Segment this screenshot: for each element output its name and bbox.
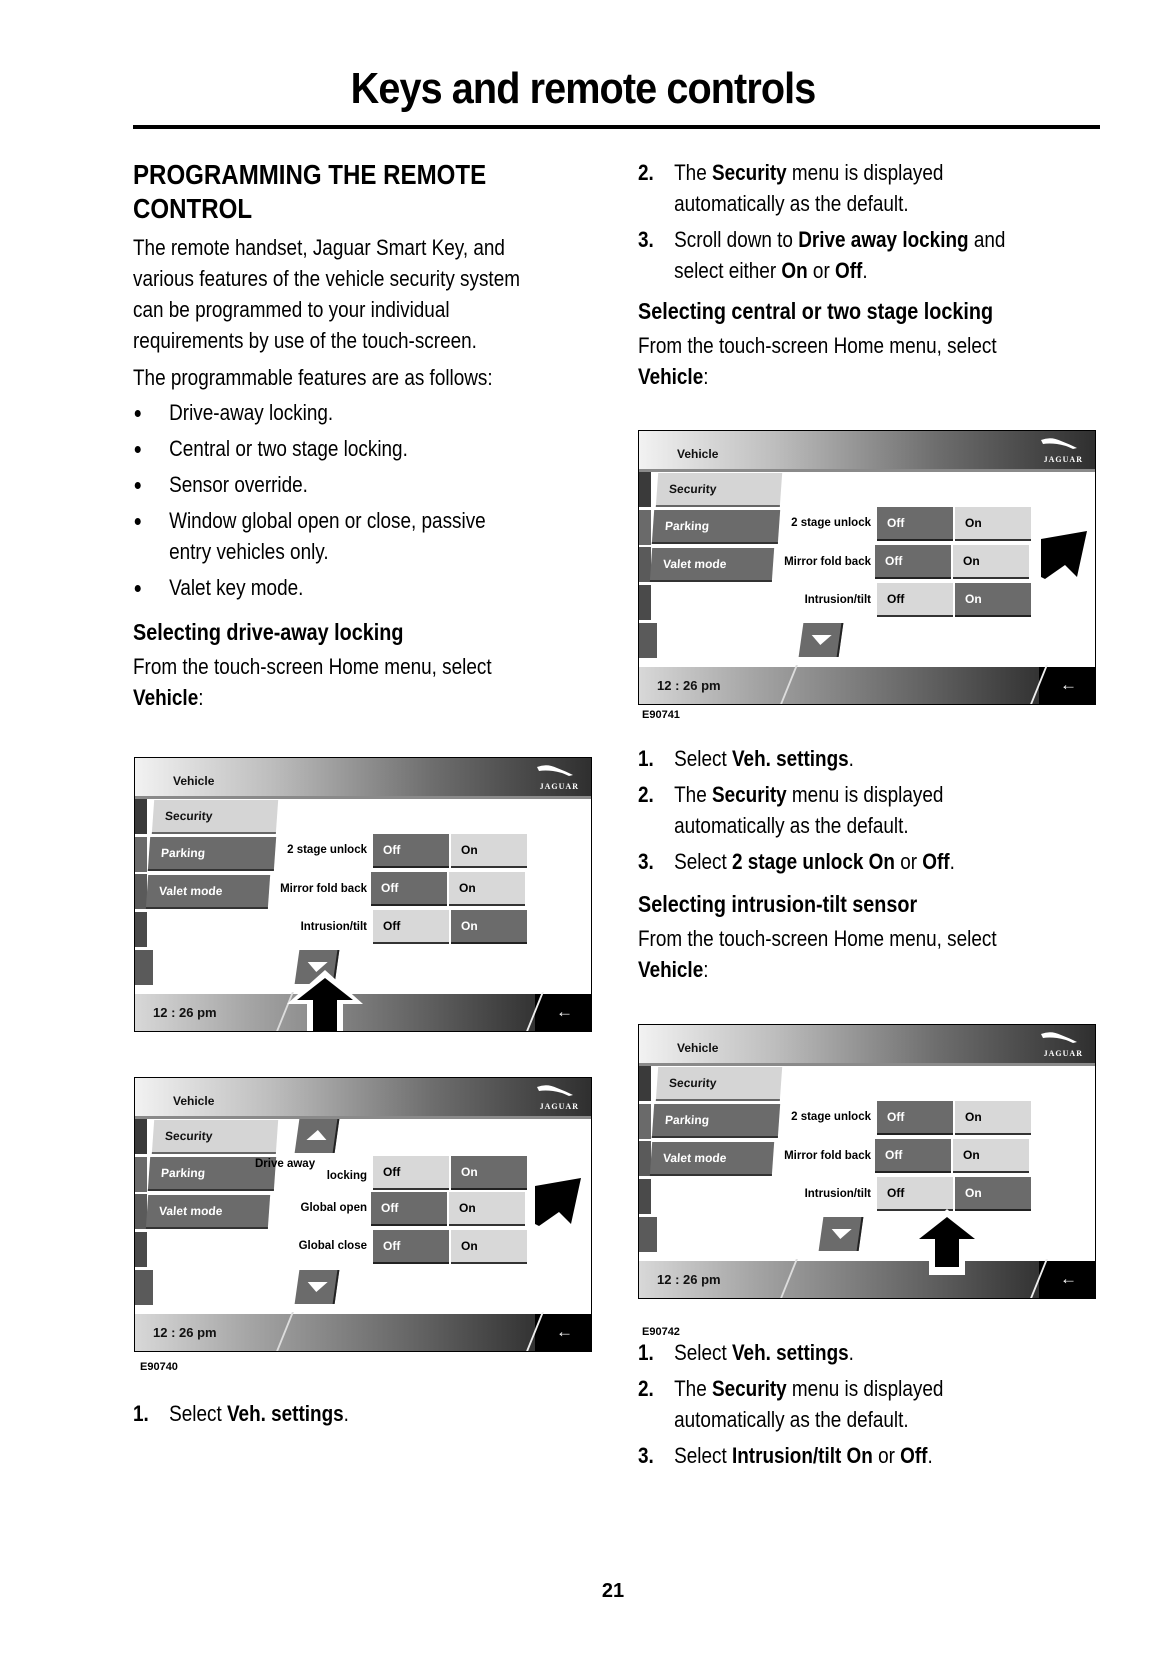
bold-term: Vehicle xyxy=(638,957,704,982)
screen-title: Vehicle xyxy=(677,1041,719,1055)
text-line: From the touch-screen Home menu, select xyxy=(638,333,997,358)
text-line: From the touch-screen Home menu, select xyxy=(133,654,492,679)
callout-arrow-up-icon xyxy=(911,1209,983,1275)
figure-id: E90741 xyxy=(642,709,680,721)
steps-list xyxy=(638,743,1042,877)
touchscreen-figure-d xyxy=(638,1024,1096,1299)
divider xyxy=(274,1312,294,1352)
step-text: . xyxy=(848,746,854,771)
on-button[interactable]: On xyxy=(955,507,1031,541)
bullet-icon xyxy=(135,585,141,592)
divider xyxy=(778,665,798,705)
row-label: Intrusion/tilt xyxy=(804,594,871,606)
step-text: . xyxy=(343,1401,349,1426)
bold-term: Intrusion/tilt On xyxy=(731,1443,873,1468)
step-text: . xyxy=(848,1340,854,1365)
steps-list xyxy=(638,157,1042,286)
back-arrow-icon[interactable]: ← xyxy=(556,1322,573,1341)
step-text: Scroll down to xyxy=(674,227,799,252)
scroll-down-button[interactable] xyxy=(295,1270,340,1304)
clock: 12 : 26 pm xyxy=(657,1272,721,1287)
off-button[interactable]: Off xyxy=(373,1156,449,1190)
instruction xyxy=(133,651,537,713)
brand-text: JAGUAR xyxy=(539,1102,579,1111)
step-number: 3. xyxy=(638,849,654,874)
figure-id: E90740 xyxy=(140,1361,178,1373)
left-column xyxy=(133,158,603,713)
nav-edge-strip xyxy=(135,950,153,985)
step-item xyxy=(638,1373,1042,1435)
chevron-down-icon xyxy=(810,635,831,645)
row-label: Intrusion/tilt xyxy=(804,1188,871,1200)
screen-header xyxy=(135,1078,591,1119)
step-item xyxy=(638,779,1042,841)
nav-edge-strip xyxy=(639,585,651,620)
nav-tab-security[interactable]: Security xyxy=(152,1120,278,1154)
callout-arrow-up-icon xyxy=(285,968,365,1032)
list-item-text: entry vehicles only. xyxy=(169,539,329,564)
step-text: automatically as the default. xyxy=(674,191,909,216)
screen-header xyxy=(135,758,591,799)
off-button[interactable]: Off xyxy=(877,507,953,541)
step-number: 1. xyxy=(133,1401,149,1426)
intro-paragraph xyxy=(133,232,537,356)
list-item xyxy=(133,505,537,567)
on-button[interactable]: On xyxy=(953,545,1029,579)
step-item xyxy=(638,157,1042,219)
list-item xyxy=(133,469,537,500)
step-number: 3. xyxy=(638,1443,654,1468)
list-item-text: Sensor override. xyxy=(169,472,308,497)
nav-tab-security[interactable]: Security xyxy=(656,1067,782,1101)
screen-header xyxy=(639,1025,1095,1066)
page-title: Keys and remote controls xyxy=(350,64,816,113)
row-label: 2 stage unlock xyxy=(791,517,871,529)
step-text: Select xyxy=(674,1443,732,1468)
nav-tab-parking[interactable]: Parking xyxy=(652,1104,780,1138)
step-text xyxy=(674,255,1042,286)
on-button[interactable]: On xyxy=(955,1101,1031,1135)
step-item xyxy=(638,1337,1042,1368)
step-item xyxy=(638,1440,1042,1471)
screen-footer xyxy=(639,1261,1095,1298)
text-line xyxy=(638,954,1042,985)
step-text: automatically as the default. xyxy=(674,1407,909,1432)
right-column xyxy=(638,157,1108,392)
off-button[interactable]: Off xyxy=(373,834,449,868)
on-button[interactable]: On xyxy=(955,1177,1031,1211)
text-line xyxy=(133,682,537,713)
touchscreen-figure-a xyxy=(134,757,592,1032)
row-label: Global close xyxy=(298,1240,367,1252)
step-item xyxy=(133,1398,537,1429)
instruction xyxy=(638,923,1042,985)
figure-id: E90742 xyxy=(642,1326,680,1338)
step-text: or xyxy=(807,258,836,283)
step-text: . xyxy=(949,849,955,874)
step-text: automatically as the default. xyxy=(674,813,909,838)
nav-tab-parking[interactable]: Parking xyxy=(652,510,780,544)
subheading-central-locking: Selecting central or two stage locking xyxy=(638,298,994,324)
callout-arrow-diagonal-icon xyxy=(1033,527,1095,589)
step-text: menu is displayed xyxy=(786,1376,944,1401)
off-button[interactable]: Off xyxy=(371,872,447,906)
step-item xyxy=(638,224,1042,286)
off-button[interactable]: Off xyxy=(875,1139,951,1173)
step-text: or xyxy=(872,1443,901,1468)
scroll-down-button[interactable] xyxy=(819,1217,864,1251)
text-line: various features of the vehicle security system xyxy=(133,266,520,291)
row-label: Mirror fold back xyxy=(280,883,367,895)
nav-tab-valet-mode[interactable]: Valet mode xyxy=(650,548,774,582)
nav-tab-security[interactable]: Security xyxy=(152,800,278,834)
punct: : xyxy=(198,685,204,710)
clock: 12 : 26 pm xyxy=(657,678,721,693)
subheading-intrusion-tilt: Selecting intrusion-tilt sensor xyxy=(638,891,918,917)
list-item-text: Valet key mode. xyxy=(169,575,304,600)
off-button[interactable]: Off xyxy=(877,583,953,617)
off-button[interactable]: Off xyxy=(373,910,449,944)
heading-line: PROGRAMMING THE REMOTE xyxy=(133,159,487,190)
step-text: menu is displayed xyxy=(786,782,944,807)
chevron-down-icon xyxy=(830,1229,851,1239)
jaguar-logo-icon xyxy=(1033,436,1083,464)
on-button[interactable]: On xyxy=(451,910,527,944)
step-item xyxy=(638,743,1042,774)
nav-edge-strip xyxy=(135,1119,147,1154)
divider xyxy=(778,1259,798,1299)
list-item xyxy=(133,572,537,603)
step-number: 3. xyxy=(638,227,654,252)
screen-title: Vehicle xyxy=(173,1094,215,1108)
row-label-line: Drive away xyxy=(255,1158,316,1170)
right-column-middle xyxy=(638,743,1108,985)
bullet-icon xyxy=(135,410,141,417)
nav-edge-strip xyxy=(135,1270,153,1305)
text-line: requirements by use of the touch-screen. xyxy=(133,328,477,353)
nav-tab-valet-mode[interactable]: Valet mode xyxy=(650,1142,774,1176)
bold-term: Vehicle xyxy=(638,364,704,389)
bold-term: Vehicle xyxy=(133,685,199,710)
off-button[interactable]: Off xyxy=(875,545,951,579)
touchscreen-figure-c xyxy=(638,430,1096,705)
nav-edge-strip xyxy=(639,1179,651,1214)
bold-term: 2 stage unlock On xyxy=(731,849,895,874)
scroll-down-button[interactable] xyxy=(799,623,844,657)
nav-edge-strip xyxy=(639,510,651,545)
row-label: 2 stage unlock xyxy=(791,1111,871,1123)
nav-tab-parking[interactable]: Parking xyxy=(148,837,276,871)
punct: : xyxy=(703,957,709,982)
on-button[interactable]: On xyxy=(451,834,527,868)
nav-edge-strip xyxy=(639,623,657,658)
bold-term: Off xyxy=(922,849,950,874)
instruction xyxy=(638,330,1042,392)
callout-arrow-diagonal-icon xyxy=(527,1174,589,1236)
bullet-icon xyxy=(135,482,141,489)
step-number: 2. xyxy=(638,782,654,807)
brand-text: JAGUAR xyxy=(1043,1049,1083,1058)
screen-title: Vehicle xyxy=(173,774,215,788)
step-text: The xyxy=(674,160,712,185)
screen-header xyxy=(639,431,1095,472)
bullet-icon xyxy=(135,518,141,525)
nav-edge-strip xyxy=(639,1104,651,1139)
back-arrow-icon[interactable]: ← xyxy=(556,1002,573,1021)
step-text: Select xyxy=(674,849,732,874)
nav-edge-strip xyxy=(135,912,147,947)
nav-edge-strip xyxy=(135,1157,147,1192)
step-text: Select xyxy=(169,1401,227,1426)
step-text: The xyxy=(674,1376,712,1401)
off-button[interactable]: Off xyxy=(877,1101,953,1135)
brand-text: JAGUAR xyxy=(539,782,579,791)
jaguar-logo-icon xyxy=(529,763,579,791)
bold-term: Veh. settings xyxy=(731,746,849,771)
screen-title: Vehicle xyxy=(677,447,719,461)
list-item-text: Drive-away locking. xyxy=(169,400,334,425)
screen-footer xyxy=(639,667,1095,704)
step-text: The xyxy=(674,782,712,807)
bold-term: Drive away locking xyxy=(798,227,969,252)
features-intro: The programmable features are as follows: xyxy=(133,365,493,390)
step-text: . xyxy=(927,1443,933,1468)
nav-edge-strip xyxy=(639,1066,651,1101)
left-steps xyxy=(133,1398,603,1429)
on-button[interactable]: On xyxy=(451,1230,527,1264)
chevron-up-icon xyxy=(306,1130,327,1140)
on-button[interactable]: On xyxy=(451,1156,527,1190)
row-label: Mirror fold back xyxy=(784,556,871,568)
back-arrow-icon[interactable]: ← xyxy=(1060,675,1077,694)
bold-term: Off xyxy=(835,258,863,283)
punct: : xyxy=(703,364,709,389)
clock: 12 : 26 pm xyxy=(153,1325,217,1340)
list-item-text: Window global open or close, passive xyxy=(169,508,486,533)
list-item xyxy=(133,433,537,464)
on-button[interactable]: On xyxy=(449,1192,525,1226)
step-number: 2. xyxy=(638,160,654,185)
chevron-down-icon xyxy=(306,1282,327,1292)
title-rule xyxy=(133,125,1100,129)
nav-edge-strip xyxy=(639,472,651,507)
bullet-icon xyxy=(135,446,141,453)
off-button[interactable]: Off xyxy=(371,1192,447,1226)
text-line xyxy=(638,361,1042,392)
step-text: Select xyxy=(674,1340,732,1365)
subheading-drive-away: Selecting drive-away locking xyxy=(133,619,404,645)
row-label: 2 stage unlock xyxy=(287,844,367,856)
step-text: and xyxy=(968,227,1006,252)
text-line: The remote handset, Jaguar Smart Key, and xyxy=(133,235,505,260)
screen-footer xyxy=(135,1314,591,1351)
heading-line: CONTROL xyxy=(133,193,253,224)
row-label: Intrusion/tilt xyxy=(300,921,367,933)
step-text: select either xyxy=(674,258,782,283)
step-text: menu is displayed xyxy=(786,160,944,185)
off-button[interactable]: Off xyxy=(373,1230,449,1264)
nav-edge-strip xyxy=(135,837,147,872)
on-button[interactable]: On xyxy=(955,583,1031,617)
text-line: can be programmed to your individual xyxy=(133,297,450,322)
nav-tab-valet-mode[interactable]: Valet mode xyxy=(146,1195,270,1229)
clock: 12 : 26 pm xyxy=(153,1005,217,1020)
bold-term: Veh. settings xyxy=(731,1340,849,1365)
page-number: 21 xyxy=(601,1580,625,1602)
list-item xyxy=(133,397,537,428)
step-text: or xyxy=(894,849,923,874)
nav-edge-strip xyxy=(639,1217,657,1252)
on-button[interactable]: On xyxy=(953,1139,1029,1173)
step-number: 1. xyxy=(638,1340,654,1365)
row-label: Global open xyxy=(300,1202,367,1214)
steps-list xyxy=(133,1398,537,1429)
text-line: From the touch-screen Home menu, select xyxy=(638,926,997,951)
bold-term: Off xyxy=(900,1443,928,1468)
row-label: Mirror fold back xyxy=(784,1150,871,1162)
bold-term: Security xyxy=(711,160,787,185)
features-list xyxy=(133,397,537,603)
bold-term: Security xyxy=(711,1376,787,1401)
jaguar-logo-icon xyxy=(529,1083,579,1111)
steps-list xyxy=(638,1337,1042,1471)
bold-term: Veh. settings xyxy=(226,1401,344,1426)
right-column-bottom xyxy=(638,1337,1108,1471)
nav-tab-parking[interactable]: Parking xyxy=(148,1157,276,1191)
off-button[interactable]: Off xyxy=(877,1177,953,1211)
nav-edge-strip xyxy=(135,799,147,834)
step-number: 1. xyxy=(638,746,654,771)
on-button[interactable]: On xyxy=(449,872,525,906)
row-label xyxy=(255,1158,367,1182)
step-number: 2. xyxy=(638,1376,654,1401)
step-text: . xyxy=(862,258,868,283)
back-arrow-icon[interactable]: ← xyxy=(1060,1269,1077,1288)
touchscreen-figure-b xyxy=(134,1077,592,1352)
nav-edge-strip xyxy=(135,1232,147,1267)
scroll-up-button[interactable] xyxy=(295,1119,340,1153)
nav-tab-valet-mode[interactable]: Valet mode xyxy=(146,875,270,909)
bold-term: Security xyxy=(711,782,787,807)
section-heading xyxy=(133,158,537,226)
jaguar-logo-icon xyxy=(1033,1030,1083,1058)
row-label-line: locking xyxy=(326,1170,367,1182)
nav-tab-security[interactable]: Security xyxy=(656,473,782,507)
step-text: Select xyxy=(674,746,732,771)
step-item xyxy=(638,846,1042,877)
bold-term: On xyxy=(781,258,808,283)
brand-text: JAGUAR xyxy=(1043,455,1083,464)
list-item-text: Central or two stage locking. xyxy=(169,436,408,461)
